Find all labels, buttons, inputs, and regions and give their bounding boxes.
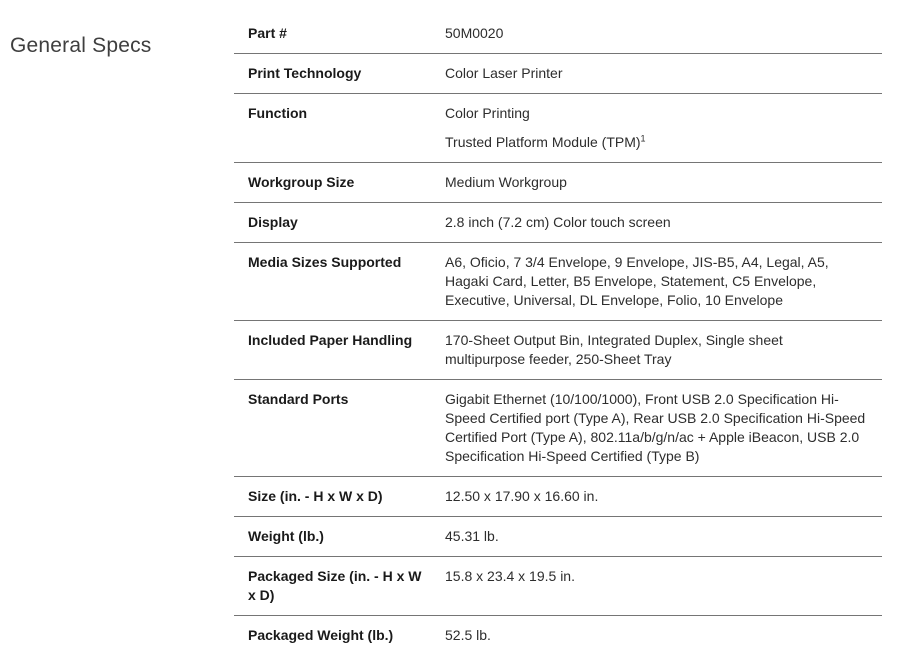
spec-label: Packaged Weight (lb.) [248,627,394,643]
spec-row-paper-handling [234,321,882,380]
spec-value-text: Color Printing [445,105,530,121]
spec-value-text: A6, Oficio, 7 3/4 Envelope, 9 Envelope, JIS-B5, A4, Legal, A5, Hagaki Card, Letter, B5 Envelope, Statement, C5 Envelope, Executive, Universal, DL Envelope, Folio, 10 Envelope [445,254,829,308]
spec-row-standard-ports [234,380,882,477]
spec-label: Part # [248,25,287,41]
spec-value [445,626,882,645]
spec-value-text: 12.50 x 17.90 x 16.60 in. [445,488,599,504]
spec-value-text: 50M0020 [445,25,504,41]
spec-label: Included Paper Handling [248,332,413,348]
spec-value-text: 52.5 lb. [445,627,491,643]
spec-value [445,567,882,586]
spec-row-packaged-weight [234,616,882,654]
spec-row-size [234,477,882,517]
spec-value [445,390,882,466]
spec-value-text: Color Laser Printer [445,65,563,81]
spec-value-text: 15.8 x 23.4 x 19.5 in. [445,568,575,584]
spec-label: Standard Ports [248,391,349,407]
spec-label: Size (in. - H x W x D) [248,488,383,504]
spec-row-media-sizes [234,243,882,321]
spec-row-part-number [234,14,882,54]
spec-value-text: Trusted Platform Module (TPM) [445,134,641,150]
spec-value [445,173,882,192]
spec-value-text [445,133,866,152]
spec-value [445,331,882,369]
spec-row-print-technology [234,54,882,94]
spec-value [445,213,882,232]
specs-table [234,14,882,654]
spec-value [445,253,882,310]
spec-value-text: Medium Workgroup [445,174,567,190]
spec-value [445,24,882,43]
spec-label: Workgroup Size [248,174,355,190]
spec-label: Packaged Size (in. - H x W x D) [248,568,422,603]
spec-value [445,487,882,506]
spec-row-display [234,203,882,243]
spec-value [445,64,882,83]
spec-label: Print Technology [248,65,362,81]
spec-value [445,104,882,152]
spec-row-function [234,94,882,163]
spec-label: Media Sizes Supported [248,254,402,270]
spec-value-text: 2.8 inch (7.2 cm) Color touch screen [445,214,671,230]
spec-label: Function [248,105,308,121]
spec-row-packaged-size [234,557,882,616]
spec-row-workgroup-size [234,163,882,203]
footnote-marker: 1 [640,133,646,144]
spec-label: Weight (lb.) [248,528,324,544]
section-title: General Specs [10,34,152,58]
spec-value-text: Gigabit Ethernet (10/100/1000), Front USB 2.0 Specification Hi-Speed Certified port (Type A), Rear USB 2.0 Specification Hi-Speed Certified Port (Type A), 802.11a/b/g/n/ac + Apple iBeacon, USB 2.0 Specification Hi-Speed Certified (Type B) [445,391,866,464]
spec-value-text: 170-Sheet Output Bin, Integrated Duplex, Single sheet multipurpose feeder, 250-Sheet Tray [445,332,783,367]
spec-label: Display [248,214,298,230]
spec-row-weight [234,517,882,557]
spec-value-text: 45.31 lb. [445,528,499,544]
spec-value [445,527,882,546]
